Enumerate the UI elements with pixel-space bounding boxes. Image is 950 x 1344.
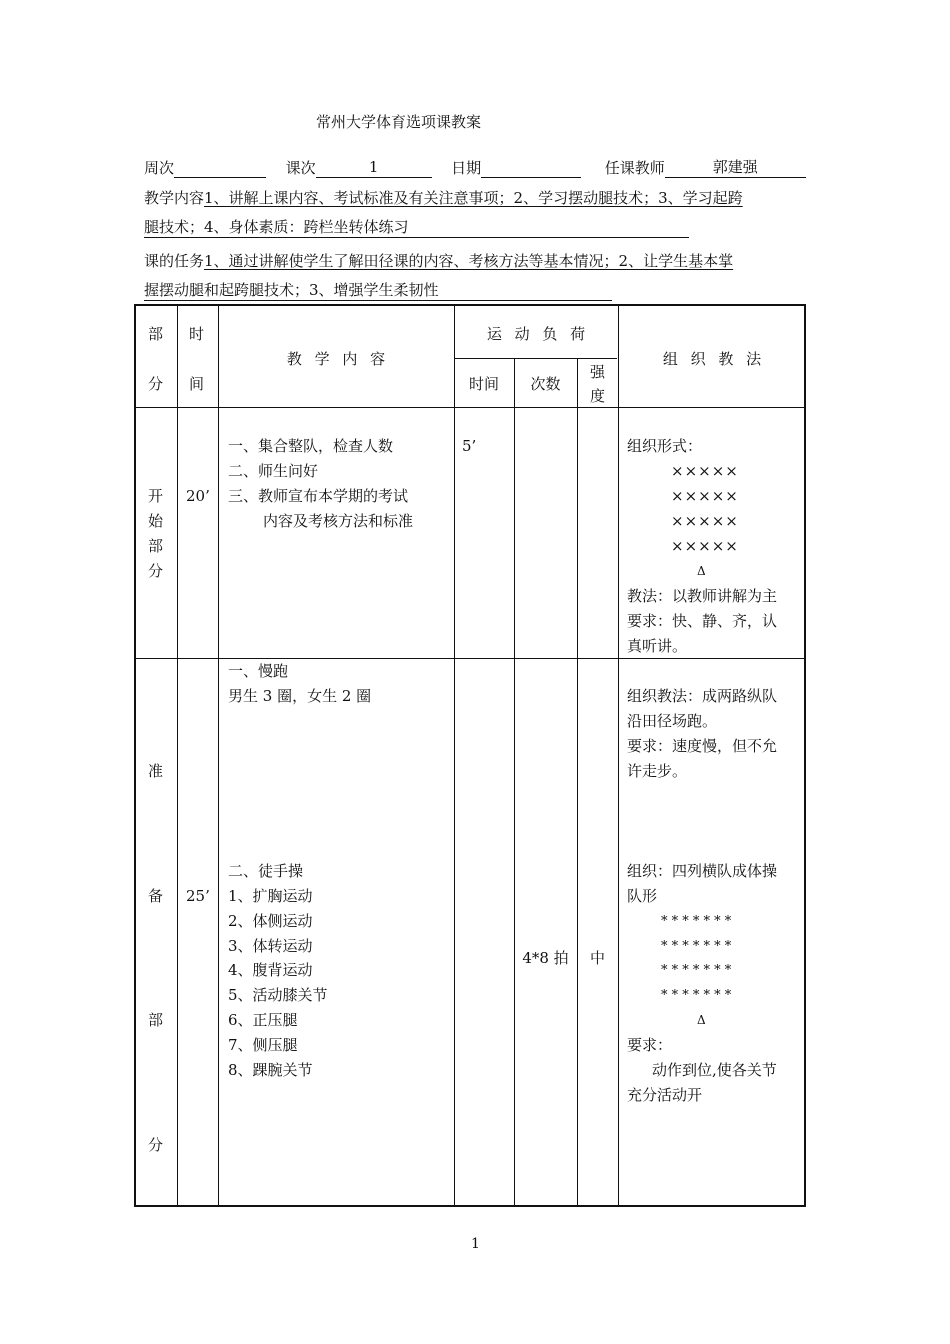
start-content-4: 内容及考核方法和标准 [263,512,414,530]
teaching-content-line2 [144,218,689,238]
start-load-time: 5’ [462,437,477,455]
prep-content-b-5: 4、腹背运动 [228,961,313,979]
prep-part-3: 部 [148,1011,164,1029]
prep-content-b-8: 7、侧压腿 [228,1036,298,1054]
start-method-title: 组织形式： [627,437,703,455]
lesson-plan-table [134,304,806,1207]
date-label: 日期 [451,159,482,177]
start-formation-row-4: ××××× [671,537,739,555]
start-time: 20’ [186,487,210,505]
prep-load-intensity: 中 [589,949,605,967]
prep-formation-row-3: * * * * * * * [661,963,732,978]
start-part-4: 分 [148,562,164,580]
header-line [144,158,806,178]
prep-method-b-note-1: 要求： [627,1036,673,1054]
header-load: 运 动 负 荷 [486,325,586,343]
start-content-1: 一、集合整队，检查人数 [228,437,394,455]
header-content: 教 学 内 容 [286,350,386,368]
header-time-bottom: 间 [189,375,205,393]
teacher-value: 郭建强 [665,158,806,178]
prep-formation-row-2: * * * * * * * [661,939,732,954]
prep-part-4: 分 [148,1136,164,1154]
lesson-task-line1 [144,251,733,271]
prep-content-a-1: 一、慢跑 [228,662,289,680]
header-method: 组 织 教 法 [662,350,762,368]
prep-content-b-6: 5、活动膝关节 [228,986,328,1004]
lesson-value: 1 [316,158,432,178]
prep-load-count: 4*8 拍 [522,949,569,967]
prep-content-b-7: 6、正压腿 [228,1011,298,1029]
prep-method-b-title-1: 组织：四列横队成体操 [627,862,778,880]
prep-method-a-2: 沿田径场跑。 [627,712,718,730]
prep-content-b-9: 8、踝腕关节 [228,1061,313,1079]
prep-content-a-2: 男生 3 圈，女生 2 圈 [228,687,372,705]
header-load-intensity-1: 强 [589,363,605,381]
prep-teacher-triangle: Δ [697,1013,706,1027]
prep-method-a-1: 组织教法：成两路纵队 [627,687,778,705]
prep-method-a-3: 要求：速度慢，但不允 [627,737,778,755]
lesson-task-text1: 1、通过讲解使学生了解田径课的内容、考核方法等基本情况；2、让学生基本掌 [204,252,734,270]
prep-part-1: 准 [148,762,164,780]
teaching-content-label: 教学内容 [144,189,205,207]
lesson-task-label: 课的任务 [144,252,205,270]
prep-formation-row-1: * * * * * * * [661,914,732,929]
prep-part-2: 备 [148,887,164,905]
prep-content-b-2: 1、扩胸运动 [228,887,313,905]
start-method-note-1: 教法：以教师讲解为主 [627,587,778,605]
lesson-task-text2: 握摆动腿和起跨腿技术；3、增强学生柔韧性 [144,281,612,301]
lesson-label: 课次 [285,159,316,177]
header-time-top: 时 [189,325,205,343]
teaching-content-text1: 1、讲解上课内容、考试标准及有关注意事项；2、学习摆动腿技术；3、学习起跨 [204,189,743,207]
prep-time: 25’ [186,887,210,905]
prep-content-b-3: 2、体侧运动 [228,912,313,930]
header-part-bottom: 分 [148,375,164,393]
start-formation-row-3: ××××× [671,512,739,530]
start-content-2: 二、师生问好 [228,462,319,480]
header-load-time: 时间 [468,375,499,393]
teaching-content-line1 [144,188,743,208]
week-label: 周次 [144,159,175,177]
page-title: 常州大学体育选项课教案 [316,113,482,131]
lesson-task-line2 [144,281,612,301]
start-method-note-2: 要求：快、静、齐，认 [627,612,778,630]
start-part-2: 始 [148,512,164,530]
prep-method-b-title-2: 队形 [627,887,658,905]
page-number: 1 [471,1236,480,1252]
start-part-3: 部 [148,537,164,555]
date-value [481,158,581,178]
start-formation-row-2: ××××× [671,487,739,505]
prep-formation-row-4: * * * * * * * [661,988,732,1003]
prep-method-b-note-3: 充分活动开 [627,1086,703,1104]
header-load-intensity-2: 度 [589,387,605,405]
start-content-3: 三、教师宣布本学期的考试 [228,487,409,505]
start-formation-row-1: ××××× [671,462,739,480]
start-method-note-3: 真听讲。 [627,637,688,655]
prep-content-b-1: 二、徒手操 [228,862,304,880]
teaching-content-text2: 腿技术；4、身体素质：跨栏坐转体练习 [144,218,689,238]
header-load-count: 次数 [530,375,561,393]
prep-content-b-4: 3、体转运动 [228,937,313,955]
prep-method-a-4: 许走步。 [627,762,688,780]
start-part-1: 开 [148,487,164,505]
prep-method-b-note-2: 动作到位,使各关节 [652,1061,777,1079]
teacher-label: 任课教师 [604,159,665,177]
header-part-top: 部 [148,325,164,343]
week-value [174,158,266,178]
start-teacher-triangle: Δ [697,564,706,578]
